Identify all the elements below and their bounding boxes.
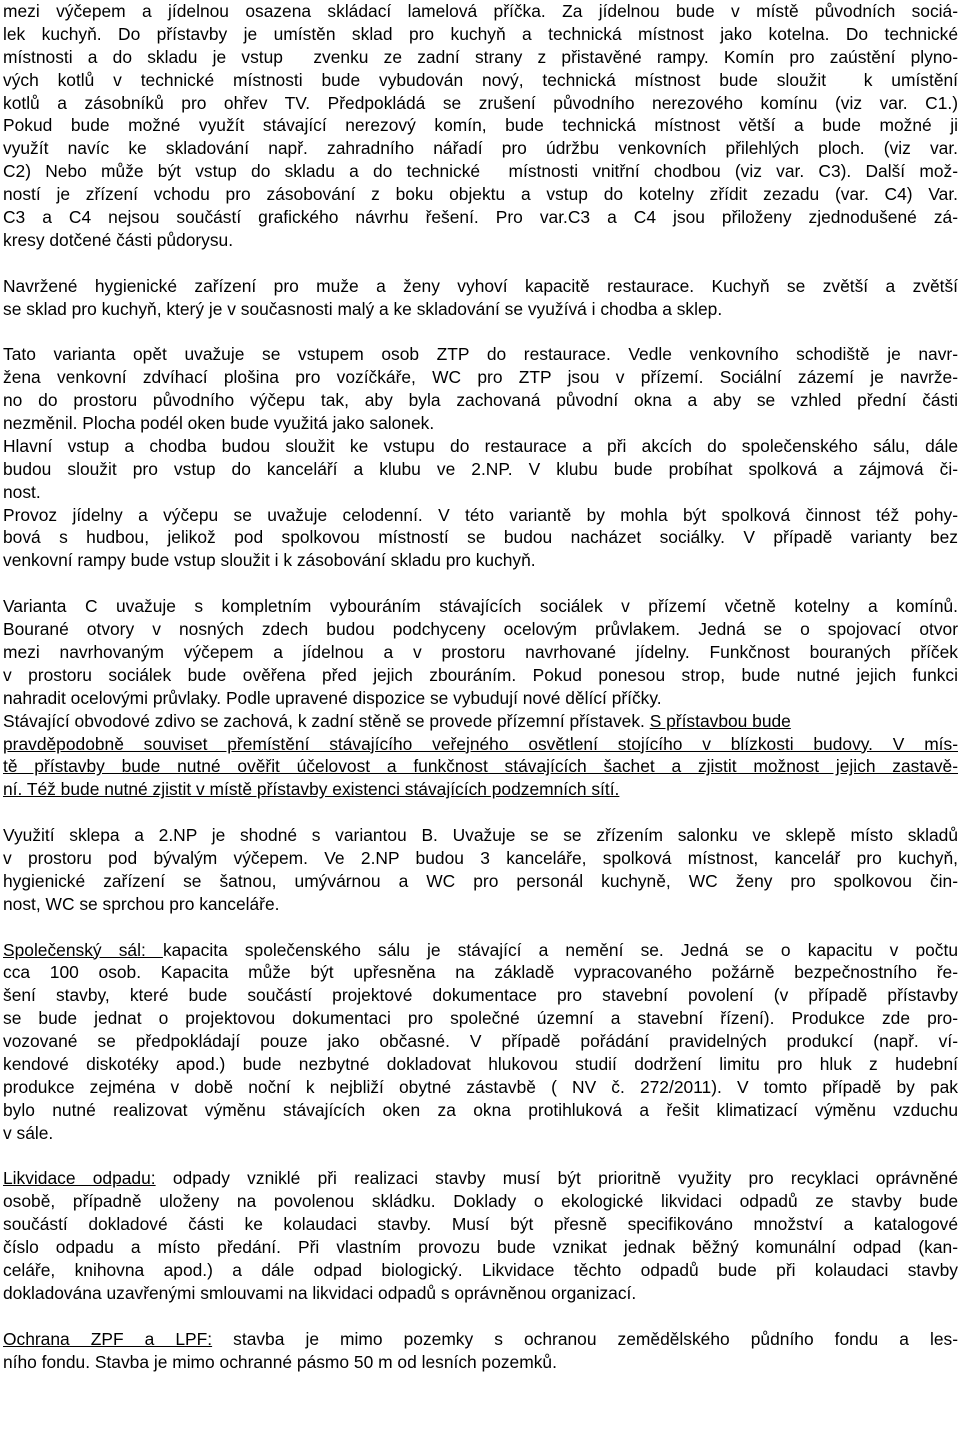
text-segment: v prostoru pod bývalým výčepem. Ve 2.NP budou 3 kanceláře, spolková místnost, kancelář pro kuchyň, xyxy=(3,847,958,868)
paragraph xyxy=(3,824,958,916)
text-line xyxy=(3,1236,958,1259)
text-line xyxy=(3,687,958,710)
underlined-text: Likvidace odpadu: xyxy=(3,1168,156,1189)
text-segment: Bourané otvory v nosných zdech budou podchyceny ocelovým průvlakem. Jedná se o spojovací otvor xyxy=(3,619,958,640)
text-line xyxy=(3,1351,958,1374)
text-segment: šení stavby, které bude součástí projektové dokumentace pro stavební povolení (v případě přístavby xyxy=(3,985,958,1006)
text-line xyxy=(3,733,958,756)
underlined-text: S přístavbou bude xyxy=(649,710,791,731)
text-segment: mezi navrhovaným výčepem a jídelnou a v prostoru navrhované jídelny. Funkčnost bouraných příček xyxy=(3,641,958,662)
text-line xyxy=(3,664,958,687)
text-line xyxy=(3,1328,958,1351)
text-segment: kotlů a zásobníků pro ohřev TV. Předpokládá se zrušení původního nerezového komínu (viz var. C1.) xyxy=(3,92,958,113)
text-segment: no do prostoru původního výčepu tak, aby byla zachovaná původní okna a aby se vzhled přední části xyxy=(3,390,958,411)
text-line xyxy=(3,1259,958,1282)
paragraph xyxy=(3,1167,958,1304)
paragraph xyxy=(3,275,958,321)
text-line xyxy=(3,23,958,46)
text-line xyxy=(3,1167,958,1190)
text-line xyxy=(3,526,958,549)
text-line xyxy=(3,298,958,321)
text-segment: nost, WC se sprchou pro kanceláře. xyxy=(3,893,280,914)
text-segment: Hlavní vstup a chodba budou sloužit ke vstupu do restaurace a při akcích do společenského sálu, dále xyxy=(3,435,958,456)
underlined-text: Ochrana ZPF a LPF: xyxy=(3,1328,213,1349)
paragraph xyxy=(3,435,958,504)
text-segment: dokladována uzavřenými smlouvami na likvidaci odpadů s oprávněnou organizací. xyxy=(3,1282,637,1303)
text-line xyxy=(3,458,958,481)
text-line xyxy=(3,46,958,69)
text-line xyxy=(3,0,958,23)
text-segment: nost. xyxy=(3,481,41,502)
paragraph xyxy=(3,595,958,709)
text-segment: ního fondu. Stavba je mimo ochranné pásmo 50 m od lesních pozemků. xyxy=(3,1351,557,1372)
text-line xyxy=(3,549,958,572)
text-segment: v prostoru sociálek bude ověřena před jejich zbouráním. Pokud ponesou strop, bude nutné jejich funkci xyxy=(3,664,958,685)
text-line xyxy=(3,939,958,962)
text-segment: nahradit ocelovými průvlaky. Podle upravené dispozice se vybudují nové dělící příčky. xyxy=(3,687,662,708)
text-line xyxy=(3,435,958,458)
text-segment: budou sloužit pro vstup do kanceláří a klubu ve 2.NP. V klubu bude probíhat spolková a zájmová či- xyxy=(3,458,958,479)
text-line xyxy=(3,618,958,641)
text-line xyxy=(3,183,958,206)
text-segment: Stávající obvodové zdivo se zachová, k zadní stěně se provede přízemní přístavek. xyxy=(3,710,650,731)
text-segment: kresy dotčené části půdorysu. xyxy=(3,229,234,250)
text-line xyxy=(3,160,958,183)
paragraph xyxy=(3,0,958,252)
document-page xyxy=(3,0,958,1373)
text-segment: ností je zřízení vchodu pro zásobování z boku objektu a vstup do kotelny zřídit zezadu (var. C4) Var. xyxy=(3,184,958,205)
text-line xyxy=(3,343,958,366)
text-line xyxy=(3,893,958,916)
text-segment: venkovní rampy bude vstup sloužit i k zásobování skladu pro kuchyň. xyxy=(3,550,536,571)
text-segment: číslo odpadu a místo předání. Při vlastním provozu bude vznikat jednak běžný komunální odpad (kan- xyxy=(3,1237,958,1258)
text-line xyxy=(3,92,958,115)
text-segment: produkce zejména v době noční k nejbliží obytné zástavbě ( NV č. 272/2011). V tomto případě by pak xyxy=(3,1076,958,1097)
text-line xyxy=(3,847,958,870)
text-line xyxy=(3,1030,958,1053)
text-line xyxy=(3,229,958,252)
text-segment: vozované se předpokládají pouze jako občasné. V případě pořádání pravidelných produkcí (např. ví- xyxy=(3,1031,958,1052)
text-line xyxy=(3,710,958,733)
text-segment: využít navíc ke skladování např. zahradního nářadí pro údržbu venkovních přilehlých ploch. (viz var. xyxy=(3,138,958,159)
text-segment: součástí dokladové části ke kolaudaci stavby. Musí být přesně specifikováno množství a katalogové xyxy=(3,1214,958,1235)
text-line xyxy=(3,824,958,847)
text-line xyxy=(3,595,958,618)
text-segment: odpady vzniklé při realizaci stavby musí být prioritně využity pro recyklaci oprávněné xyxy=(155,1168,958,1189)
text-line xyxy=(3,984,958,1007)
text-segment: osobě, případně uloženy na povolenou skládku. Doklady o ekologické likvidaci odpadů ze stavby bude xyxy=(3,1191,958,1212)
text-line xyxy=(3,504,958,527)
text-segment: hygienické zařízení se šatnou, umývárnou a WC pro personál kuchyně, WC ženy pro spolkovou čin- xyxy=(3,870,958,891)
text-segment: Navržené hygienické zařízení pro muže a ženy vyhoví kapacitě restaurace. Kuchyň se zvětší a zvětší xyxy=(3,275,958,296)
paragraph xyxy=(3,504,958,573)
underlined-text: ní. Též bude nutné zjistit v místě přístavby existenci stávajících podzemních sítí. xyxy=(3,779,620,800)
text-segment: se bude jednat o projektovou dokumentaci pro společné územní a stavební řízení). Produkce zde pro- xyxy=(3,1008,958,1029)
text-segment: se sklad pro kuchyň, který je v současnosti malý a ke skladování se využívá i chodba a sklep. xyxy=(3,298,723,319)
text-segment: bylo nutné realizovat výměnu stávajících oken za okna protihluková a řešit klimatizací výměnu vzduchu xyxy=(3,1099,958,1120)
text-segment: bová s hudbou, jelikož pod spolkovou místností se budou nacházet sociálky. V případě varianty bez xyxy=(3,527,958,548)
paragraph xyxy=(3,710,958,802)
text-line xyxy=(3,366,958,389)
text-line xyxy=(3,1190,958,1213)
text-segment: kendové diskotéky apod.) bude nezbytné dokladovat hlukovou studií dodržení limitu pro hluk z hudební xyxy=(3,1053,958,1074)
text-segment: Pokud bude možné využít stávající nerezový komín, bude technická místnost větší a bude možné ji xyxy=(3,115,958,136)
text-segment: cca 100 osob. Kapacita může být upřesněna na základě vypracovaného požárně bezpečnostního ře- xyxy=(3,962,958,983)
text-segment: C2) Nebo může být vstup do skladu a do technické místnosti vnitřní chodbou (viz var. C3). Další mož- xyxy=(3,161,958,182)
text-segment: místnosti a do skladu je vstup zvenku ze zadní strany z přistavěné rampy. Komín pro zaústění plyno- xyxy=(3,46,958,67)
text-segment: Tato varianta opět uvažuje se vstupem osob ZTP do restaurace. Vedle venkovního schodiště je navr- xyxy=(3,344,958,365)
text-line xyxy=(3,1053,958,1076)
text-line xyxy=(3,1122,958,1145)
text-line xyxy=(3,755,958,778)
text-line xyxy=(3,389,958,412)
text-line xyxy=(3,69,958,92)
text-segment: C3 a C4 nejsou součástí grafického návrhu řešení. Pro var.C3 a C4 jsou přiloženy zjednodušené zá- xyxy=(3,207,958,228)
paragraph xyxy=(3,343,958,435)
text-line xyxy=(3,114,958,137)
text-segment: Využití sklepa a 2.NP je shodné s variantou B. Uvažuje se se zřízením salonku ve sklepě místo skladů xyxy=(3,825,958,846)
text-segment: celáře, knihovna apod.) a dále odpad biologický. Likvidace těchto odpadů bude při kolaudaci stavby xyxy=(3,1259,958,1280)
text-line xyxy=(3,1282,958,1305)
text-line xyxy=(3,1007,958,1030)
text-segment: stavba je mimo pozemky s ochranou zemědělského půdního fondu a les- xyxy=(212,1328,958,1349)
text-line xyxy=(3,961,958,984)
text-line xyxy=(3,1099,958,1122)
text-line xyxy=(3,1213,958,1236)
text-segment: mezi výčepem a jídelnou osazena skládací lamelová příčka. Za jídelnou bude v místě původních sociá- xyxy=(3,1,958,21)
text-segment: nezměnil. Plocha podél oken bude využitá jako salonek. xyxy=(3,413,435,434)
text-segment: vých kotlů v technické místnosti bude vybudován nový, technická místnost bude sloužit k umístění xyxy=(3,69,958,90)
text-segment: kapacita společenského sálu je stávající a nemění se. Jedná se o kapacitu v počtu xyxy=(162,939,958,960)
text-line xyxy=(3,206,958,229)
underlined-text: tě přístavby bude nutné ověřit účelovost a funkčnost stávajících šachet a zjistit možnost jejich zastavě- xyxy=(3,756,958,777)
text-segment: v sále. xyxy=(3,1122,54,1143)
text-segment: lek kuchyň. Do přístavby je umístěn sklad pro kuchyň a technická místnost jako kotelna. Do technické xyxy=(3,23,958,44)
text-line xyxy=(3,481,958,504)
text-line xyxy=(3,778,958,801)
paragraph xyxy=(3,1328,958,1374)
underlined-text: Společenský sál: xyxy=(3,939,163,960)
text-line xyxy=(3,870,958,893)
text-line xyxy=(3,137,958,160)
paragraph xyxy=(3,939,958,1145)
text-line xyxy=(3,275,958,298)
text-line xyxy=(3,641,958,664)
text-line xyxy=(3,412,958,435)
text-line xyxy=(3,1076,958,1099)
text-segment: Provoz jídelny a výčepu se uvažuje celodenní. V této variantě by mohla být spolková činnost též pohy- xyxy=(3,504,958,525)
text-segment: Varianta C uvažuje s kompletním vybouráním stávajících sociálek v přízemí včetně kotelny a komínů. xyxy=(3,596,958,617)
text-segment: žena venkovní zdvíhací plošina pro vozíčkáře, WC pro ZTP jsou v přízemí. Sociální zázemí je navrže- xyxy=(3,367,958,388)
underlined-text: pravděpodobně souviset přemístění stávajícího veřejného osvětlení stojícího v blízkosti budovy. V mís- xyxy=(3,733,958,754)
